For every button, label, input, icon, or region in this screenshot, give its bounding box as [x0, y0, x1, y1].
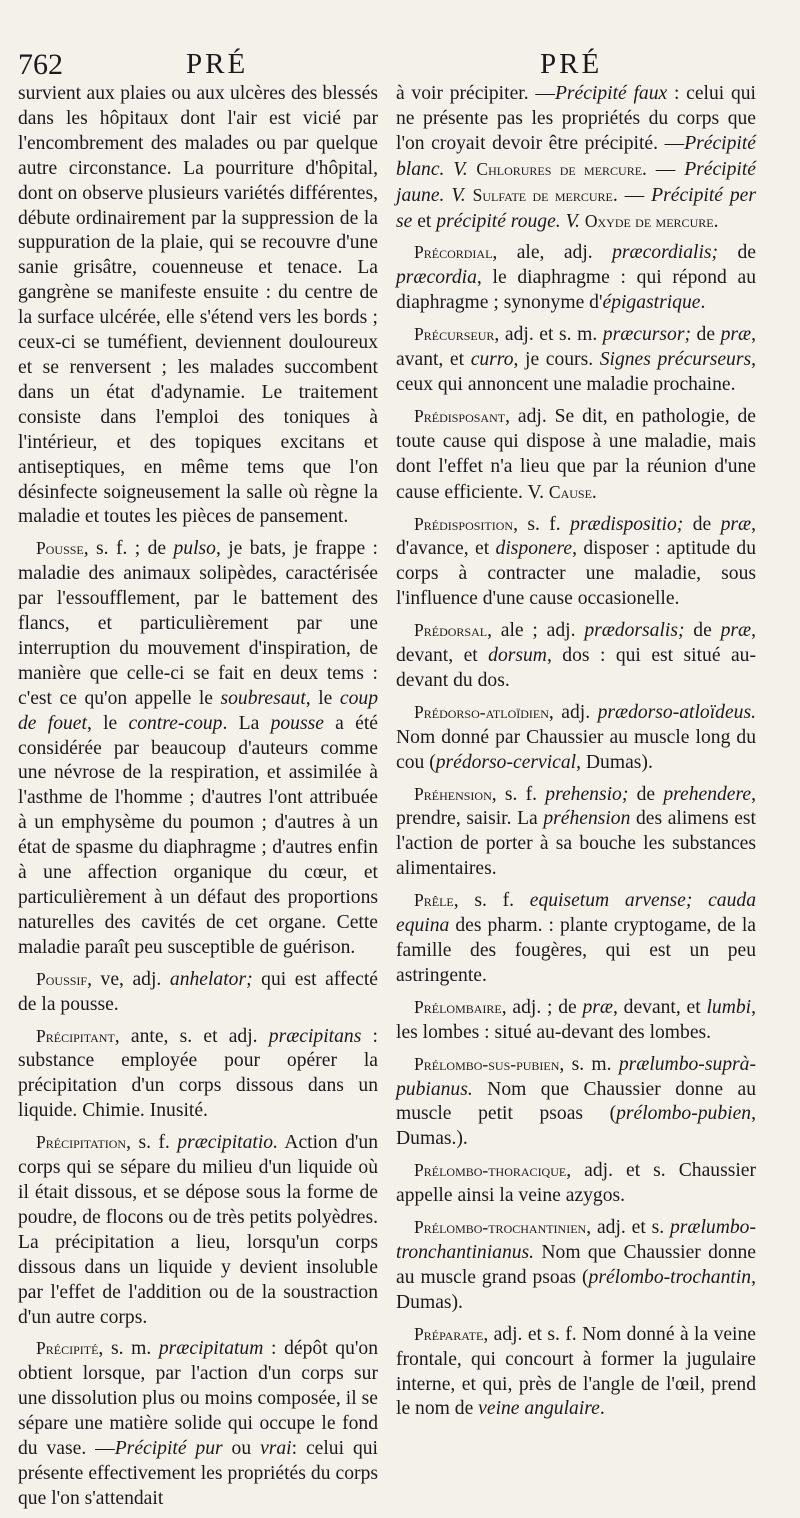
- latin-term: præ: [582, 996, 613, 1018]
- dictionary-page: [18, 0, 788, 1509]
- entry-text: , le: [305, 687, 340, 709]
- latin-term: præcursor;: [602, 324, 691, 346]
- entry-text: , d'avance, et: [396, 513, 756, 560]
- entry-text: des alimens est l'action de porter à sa bouche les substances alimentaires.: [396, 808, 756, 880]
- latin-term: præcordia: [396, 267, 477, 289]
- italic-term: coup de fouet: [18, 687, 378, 734]
- entry-text: .: [599, 1398, 605, 1420]
- entry-text: , je bats, je frappe : maladie des animaux solipèdes, caractérisée par l'essoufflement, par le battement des flancs, et particulièrement par une interruption du mouvement d'inspiration, de manière que celle-ci se fait en deux tems : c'est ce qu'on appelle le: [18, 538, 378, 709]
- entry-text: : celui qui ne présente pas les propriétés du corps que l'on croyait devoir être précipité. —: [396, 83, 756, 154]
- headword: Précordial: [414, 242, 493, 263]
- latin-term: anhelator;: [169, 968, 253, 990]
- entry-text: , Dumas.).: [396, 1103, 756, 1150]
- entry-text: , ale ; adj.: [487, 620, 585, 642]
- headword: Préparate: [414, 1323, 484, 1344]
- entry-text: , le diaphragme : qui répond au diaphragme ; synonyme d': [396, 267, 756, 314]
- right-column: [396, 82, 756, 1428]
- entry-text: Nom que Chaussier donne au muscle grand psoas (: [396, 1241, 756, 1288]
- entry-text: . La: [222, 712, 271, 734]
- entry-text: des pharm. : plante cryptogame, de la famille des fougères, qui est un peu astringente.: [396, 915, 756, 986]
- entry-text: , devant, et: [612, 996, 707, 1018]
- entry-text: , adj. et s.: [586, 1217, 670, 1239]
- entry-text: et: [412, 210, 437, 232]
- see-also-mark: V.: [444, 184, 473, 206]
- italic-term: Précipité blanc.: [396, 132, 756, 180]
- entry-text: ou: [222, 1438, 261, 1460]
- entry-precurseur: [396, 322, 756, 398]
- latin-term: præcipitatum: [158, 1338, 264, 1360]
- entry-continuation: survient aux plaies ou aux ulcères des blessés dans les hôpitaux dont l'air est vicié par l'encombrement des malades ou par quelque autre circonstance. La pourriture d'hôpital, dont on observe plusieurs variétés différentes, débute ordinairement par la suppression de la suppuration de la plaie, qui se recouvre d'une sanie grisâtre, couenneuse et tenace. La gangrène se manifeste ensuite : du centre de la surface ulcérée, elle s'étend vers les bords ; ceux-ci se tuméfient, deviennent douloureux et se renversent ; les malades succombent dans un état d'adynamie. Le traitement consiste dans l'emploi des toniques à l'intérieur, et des topiques excitans et antiseptiques, en même tems que l'on désinfecte soigneusement la salle où règne la maladie et toutes les pièces de pansement.: [18, 83, 378, 528]
- entry-text: , adj. ; de: [501, 996, 583, 1018]
- entry-text: , s. m.: [559, 1053, 619, 1075]
- italic-term: soubresaut: [220, 687, 306, 709]
- italic-term: Signes précurseurs: [599, 349, 752, 371]
- entry-text: Nom que Chaussier donne au muscle petit psoas (: [396, 1078, 756, 1125]
- latin-term: prælumbo-suprà-pubianus.: [396, 1053, 756, 1100]
- entry-text: , ale, adj.: [492, 242, 613, 264]
- entry-predorsal: [396, 618, 756, 694]
- latin-term: disponere: [495, 538, 573, 560]
- headword: Préhension: [414, 783, 492, 804]
- latin-term: præcordialis;: [612, 242, 719, 264]
- left-column: [18, 82, 378, 1518]
- italic-term: précipité rouge.: [436, 210, 561, 232]
- entry-text: , s. f.: [453, 890, 530, 912]
- latin-term: præcipitans: [268, 1025, 362, 1047]
- headword: Précipité: [36, 1338, 99, 1359]
- entry-text: : celui qui présente effectivement les propriétés du corps que l'on s'attendait: [18, 1438, 378, 1509]
- latin-term: dorsum: [488, 645, 547, 667]
- entry-continuation: [396, 82, 756, 234]
- entry-text: . —: [642, 158, 685, 180]
- entry-prelombo-trochantinien: [396, 1215, 756, 1316]
- entry-text: .: [700, 292, 706, 314]
- headword: Précipitation: [36, 1132, 127, 1153]
- page-header: [18, 48, 788, 84]
- italic-term: Précipité faux: [554, 83, 668, 104]
- headword: Prédorsal: [414, 620, 488, 641]
- headword: Prélombo-sus-pubien: [414, 1053, 560, 1074]
- italic-term: prélombo-trochantin: [588, 1266, 752, 1288]
- entry-prehension: [396, 782, 756, 883]
- entry-text: , les lombes : situé au-devant des lombes.: [396, 996, 756, 1043]
- entry-text: de: [690, 324, 721, 346]
- entry-predisposant: [396, 404, 756, 506]
- entry-text: a été considérée par beaucoup d'auteurs comme une névrose de la respiration, et assimilée à l'asthme de l'homme ; d'autres l'ont attribuée à un emphysème du poumon ; d'autres à un état de spasme du diaphragme ; d'autres enfin à une affection organique du cœur, et particulièrement à un défaut des proportions naturelles des cavités de cet organe. Cette maladie paraît peu susceptible de guérison.: [18, 712, 378, 958]
- entry-text: , devant, et: [396, 620, 756, 667]
- entry-precipitant: [18, 1024, 378, 1125]
- entry-text: , le: [86, 712, 129, 734]
- headword: Prédisposition: [414, 513, 514, 534]
- cross-reference: Chlorures de mercure: [476, 158, 643, 179]
- headword: Prêle: [414, 890, 454, 911]
- entry-text: , s. f.: [513, 513, 571, 535]
- latin-term: prædispositio;: [570, 513, 684, 535]
- latin-term: præ: [720, 513, 752, 535]
- italic-term: Précipité per se: [396, 184, 757, 232]
- page-number: 762: [18, 48, 63, 81]
- entry-text: . —: [612, 184, 652, 206]
- entry-poussif: [18, 967, 378, 1018]
- entry-text: Nom donné par Chaussier au muscle long du cou (: [396, 726, 756, 773]
- italic-term: contre-coup: [128, 712, 223, 734]
- headword: Prélombaire: [414, 996, 502, 1017]
- entry-text: de: [684, 620, 721, 642]
- entry-text: , adj. et s. f. Nom donné à la veine frontale, qui concourt à former la jugulaire interne, et qui, près de l'angle de l'œil, prend le nom de: [396, 1323, 756, 1420]
- entry-text: , je cours.: [513, 349, 600, 371]
- headword: Précipitant: [36, 1025, 115, 1046]
- entry-text: , avant, et: [396, 324, 756, 371]
- entry-pousse: [18, 536, 378, 960]
- italic-term: prédorso-cervical: [435, 751, 577, 773]
- entry-prele: [396, 888, 756, 989]
- entry-text: , adj. et s. Chaussier appelle ainsi la veine azygos.: [396, 1160, 756, 1207]
- entry-text: , ceux qui annoncent une maladie prochaine.: [396, 349, 756, 395]
- entry-prelombo-sus-pubien: [396, 1052, 756, 1153]
- entry-text: .: [591, 481, 597, 503]
- entry-text: qui est affecté de la pousse.: [18, 968, 378, 1015]
- latin-term: prælumbo-tronchantinianus.: [396, 1217, 756, 1263]
- entry-text: , adj. et s. m.: [494, 324, 603, 346]
- latin-term: præ: [720, 620, 752, 642]
- entry-predorso-atloidien: [396, 700, 756, 776]
- entry-text: , Dumas).: [396, 1266, 756, 1313]
- headword: Prélombo-trochantinien: [414, 1217, 587, 1238]
- latin-term: prædorsalis;: [584, 620, 685, 642]
- entry-text: de: [683, 513, 721, 535]
- entry-text: , adj. Se dit, en pathologie, de toute cause qui dispose à une maladie, mais dont l'effet n'a lieu que par la réunion d'une cause efficiente. V.: [396, 405, 756, 503]
- see-also-mark: V.: [444, 158, 477, 180]
- italic-term: vrai: [260, 1438, 292, 1460]
- entry-text: , s. f. ; de: [83, 538, 174, 560]
- latin-term: præ: [720, 324, 752, 346]
- entry-text: , Dumas).: [576, 751, 653, 773]
- entry-text: , s. f.: [491, 783, 546, 805]
- italic-term: préhension: [543, 808, 631, 830]
- entry-text: , dos : qui est situé au-devant du dos.: [396, 645, 756, 691]
- headword: Prédorso-atloïdien: [414, 701, 549, 722]
- headword: Prélombo-thoracique: [414, 1160, 567, 1181]
- entry-predisposition: [396, 512, 756, 613]
- latin-term: prædorso-atloïdeus.: [597, 701, 756, 723]
- running-head-left: PRÉ: [186, 48, 249, 80]
- latin-term: equisetum arvense; cauda equina: [396, 890, 756, 937]
- running-head-right: PRÉ: [540, 48, 603, 80]
- headword: Pousse: [36, 538, 84, 559]
- latin-term: præcipitatio.: [177, 1132, 278, 1154]
- see-also-mark: V.: [560, 210, 585, 232]
- italic-term: prélombo-pubien: [616, 1103, 752, 1125]
- latin-term: lumbi: [706, 996, 752, 1018]
- entry-precordial: [396, 240, 756, 316]
- entry-prelombaire: [396, 995, 756, 1046]
- entry-prelombo-thoracique: [396, 1158, 756, 1209]
- latin-term: prehensio;: [545, 783, 629, 805]
- entry-text: : substance employée pour opérer la précipitation d'un corps dissous dans un liquide. Chimie. Inusité.: [18, 1025, 378, 1122]
- entry-text: , s. m.: [98, 1338, 159, 1360]
- latin-term: prehendere: [663, 783, 752, 805]
- latin-term: pulso: [173, 538, 216, 560]
- entry-text: , ve, adj.: [87, 968, 170, 990]
- entry-text: , prendre, saisir. La: [396, 783, 756, 830]
- cross-reference: Oxyde de mercure: [584, 210, 714, 231]
- entry-text: à voir précipiter. —: [396, 83, 555, 104]
- italic-term: Précipité pur: [114, 1438, 223, 1460]
- headword: Précurseur: [414, 324, 495, 345]
- headword: Prédisposant: [414, 405, 506, 426]
- entry-text: : dépôt qu'on obtient lorsque, par l'action d'un corps sur une dissolution plus ou moins composée, il se sépare une matière solide qui occupe le fond du vase. —: [18, 1338, 378, 1460]
- entry-text: , disposer : aptitude du corps à contracter une maladie, sous l'influence d'une cause occasionelle.: [396, 538, 757, 610]
- latin-term: curro: [470, 349, 514, 371]
- italic-term: Précipité jaune.: [396, 158, 756, 206]
- cross-reference: Cause: [548, 481, 592, 502]
- entry-text: de: [718, 242, 756, 264]
- entry-text: , adj.: [548, 701, 598, 723]
- italic-term: veine angulaire: [478, 1398, 600, 1420]
- entry-text: .: [713, 210, 719, 232]
- entry-text: de: [628, 783, 664, 805]
- entry-precipitation: [18, 1130, 378, 1330]
- entry-precipite: [18, 1336, 378, 1511]
- entry-text: , ante, s. et adj.: [114, 1025, 269, 1047]
- italic-term: épigastrique: [602, 292, 701, 314]
- entry-text: , s. f.: [126, 1132, 178, 1154]
- headword: Poussif: [36, 968, 88, 989]
- italic-term: pousse: [270, 712, 324, 734]
- entry-text: Action d'un corps qui se sépare du milieu d'un liquide où il était dissous, et se dépose sous la forme de poudre, de flocons ou de très petits polyèdres. La précipitation a lieu, lorsqu'un corps dissous dans un liquide y devient insoluble par l'effet de l'addition ou de la soustraction d'un autre corps.: [18, 1132, 379, 1328]
- cross-reference: Sulfate de mercure: [472, 184, 613, 205]
